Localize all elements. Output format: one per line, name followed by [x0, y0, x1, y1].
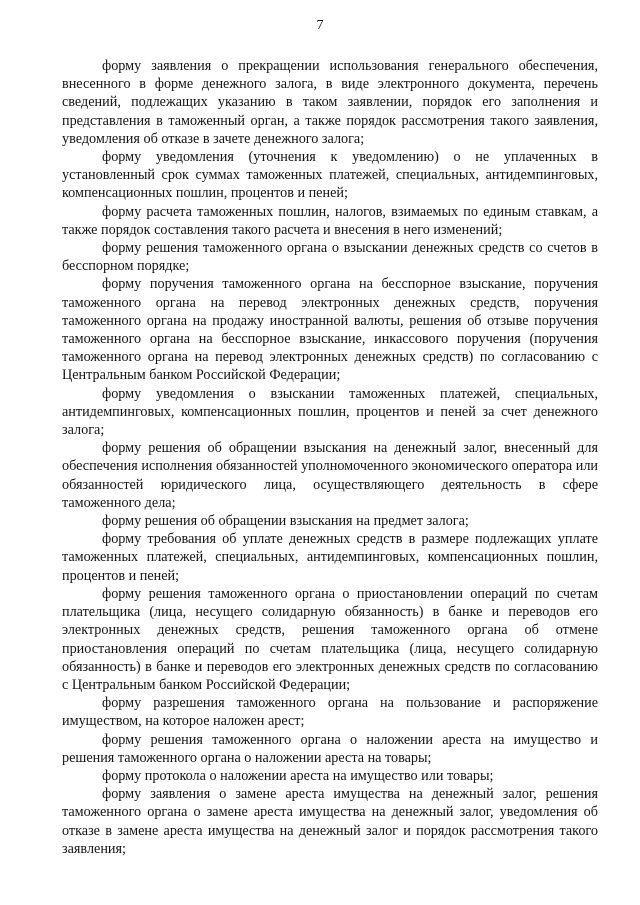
- paragraph: форму решения об обращении взыскания на денежный залог, внесенный для обеспечения исполнения обязанностей уполномоченного экономического оператора или обязанностей юридического лица, осуществляющего деятельность в сфере таможенного дела;: [62, 440, 598, 511]
- page-number: 7: [316, 18, 324, 33]
- paragraph: форму уведомления о взыскании таможенных платежей, специальных, антидемпинговых, компенсационных пошлин, процентов и пеней за счет денежного залога;: [62, 385, 598, 439]
- paragraph: форму решения таможенного органа о приостановлении операций по счетам плательщика (лица, несущего солидарную обязанность) в банке и переводов его электронных денежных средств, решения таможенного органа об отмене приостановления операций по счетам плательщика (лица, несущего солидарную обязанность) в банке и переводов его электронных денежных средств по согласованию с Центральным банком Российской Федерации;: [62, 585, 598, 693]
- paragraph: форму разрешения таможенного органа на пользование и распоряжение имуществом, на которое наложен арест;: [62, 695, 598, 730]
- paragraph: форму протокола о наложении ареста на имущество или товары;: [102, 767, 494, 784]
- paragraph: форму заявления о прекращении использования генерального обеспечения, внесенного в форме денежного залога, в виде электронного документа, перечень сведений, подлежащих указанию в таком заявлении, порядок его заполнения и представления в таможенный орган, а также порядок рассмотрения такого заявления, уведомления об отказе в зачете денежного залога;: [62, 58, 598, 147]
- paragraph: форму решения таможенного органа о наложении ареста на имущество и решения таможенного органа о наложении ареста на товары;: [62, 731, 598, 766]
- paragraph: форму требования об уплате денежных средств в размере подлежащих уплате таможенных платежей, специальных, антидемпинговых, компенсационных пошлин, процентов и пеней;: [62, 531, 598, 584]
- paragraph: форму поручения таможенного органа на бесспорное взыскание, поручения таможенного органа на перевод электронных денежных средств, поручения таможенного органа на продажу иностранной валюты, решения об отзыве поручения таможенного органа на бесспорное взыскание, инкассового поручения (поручения таможенного органа на перевод электронных денежных средств) по согласованию с Центральным банком Российской Федерации;: [62, 276, 598, 384]
- paragraph: форму решения об обращении взыскания на предмет залога;: [102, 513, 469, 530]
- paragraph: форму уведомления (уточнения к уведомлению) о не уплаченных в установленный срок суммах таможенных платежей, специальных, антидемпинговых, компенсационных пошлин, процентов и пеней;: [62, 149, 598, 202]
- paragraph: форму решения таможенного органа о взыскании денежных средств со счетов в бесспорном порядке;: [62, 240, 598, 275]
- paragraph: форму заявления о замене ареста имущества на денежный залог, решения таможенного органа о замене ареста имущества на денежный залог, уведомления об отказе в замене ареста имущества на денежный залог и порядок рассмотрения такого заявления;: [62, 786, 598, 857]
- document-body: [62, 57, 598, 858]
- paragraph: форму расчета таможенных пошлин, налогов, взимаемых по единым ставкам, а также порядок составления такого расчета и внесения в него изменений;: [62, 203, 598, 238]
